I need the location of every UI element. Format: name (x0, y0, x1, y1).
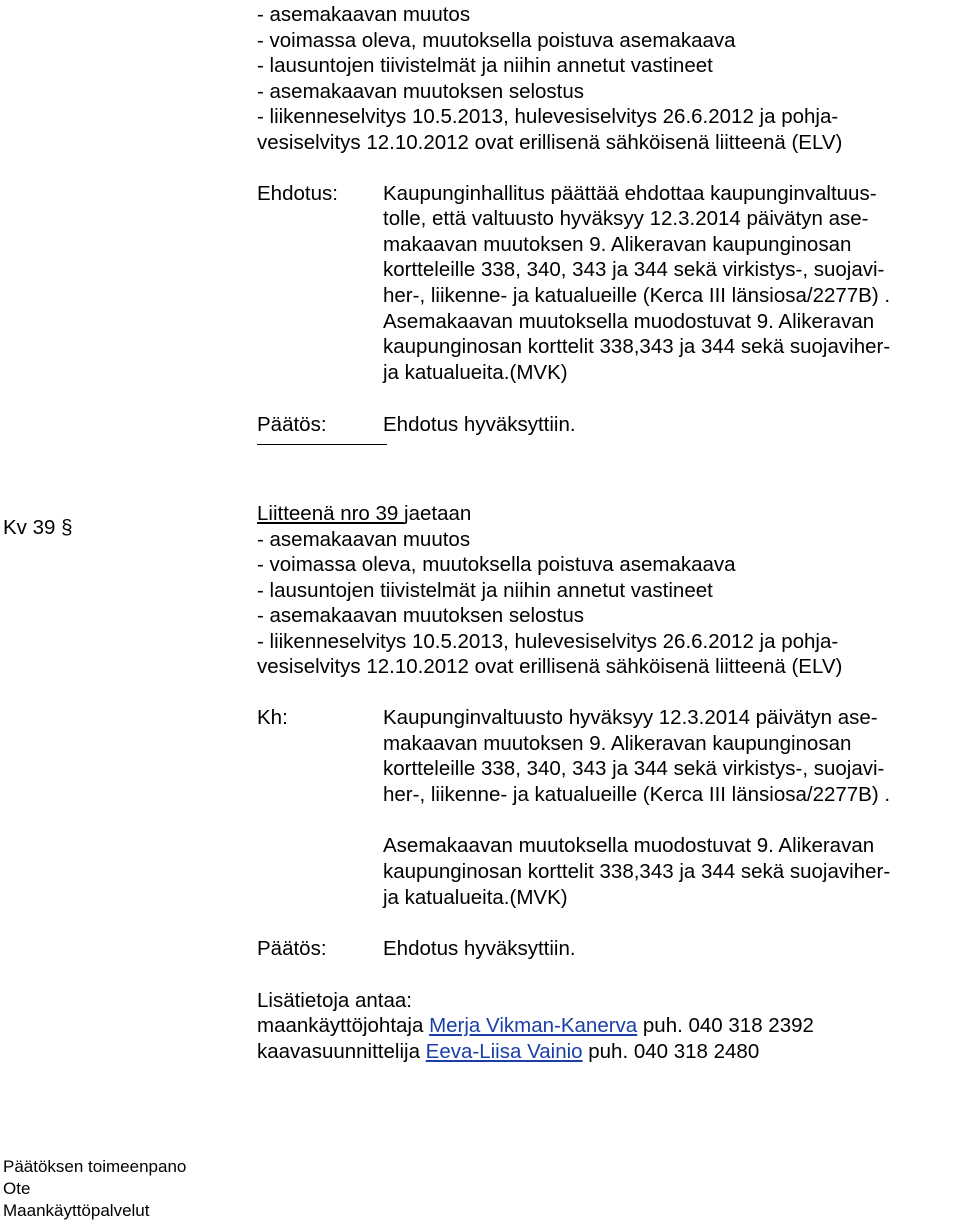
section-number-label: Kv 39 § (3, 516, 73, 539)
text-line: Kaupunginvaltuusto hyväksyy 12.3.2014 päivätyn ase- (383, 706, 878, 730)
text-line: kortteleille 338, 340, 343 ja 344 sekä virkistys-, suojavi- (383, 757, 885, 781)
list-item: vesiselvitys 12.10.2012 ovat erillisenä sähköisenä liitteenä (ELV) (257, 130, 843, 154)
text-line: Kaupunginhallitus päättää ehdottaa kaupunginvaltuus- (383, 181, 877, 205)
kh-text-paragraph-2 (383, 833, 957, 910)
text-line: tolle, että valtuusto hyväksyy 12.3.2014 päivätyn ase- (383, 207, 869, 231)
list-item: vesiselvitys 12.10.2012 ovat erillisenä sähköisenä liitteenä (ELV) (257, 655, 843, 679)
list-item: - lausuntojen tiivistelmät ja niihin annetut vastineet (257, 54, 713, 78)
list-item: - liikenneselvitys 10.5.2013, hulevesiselvitys 26.6.2012 ja pohja- (257, 105, 839, 129)
contact-name-link[interactable]: Eeva-Liisa Vainio (425, 1040, 583, 1063)
kh-text (383, 705, 957, 910)
list-item: - asemakaavan muutoksen selostus (257, 79, 585, 103)
contact-title: maankäyttöjohtaja (257, 1014, 430, 1038)
list-item: - voimassa oleva, muutoksella poistuva asemakaava (257, 28, 736, 52)
paatos-text: Ehdotus hyväksyttiin. (383, 413, 576, 437)
contact-block (257, 988, 957, 1065)
text-line: her-, liikenne- ja katualueille (Kerca III länsiosa/2277B) . (383, 782, 891, 806)
footer-line: Maankäyttöpalvelut (3, 1201, 150, 1220)
contact-row (257, 1039, 957, 1065)
text-line: ja katualueita.(MVK) (383, 885, 568, 909)
attachment-heading (257, 501, 957, 527)
paatos-label: Päätös: (257, 413, 327, 437)
footer-line: Päätöksen toimeenpano (3, 1157, 187, 1176)
section-divider (257, 444, 387, 445)
ehdotus-text (383, 181, 957, 386)
text-line: kaupunginosan korttelit 338,343 ja 344 sekä suojaviher- (383, 860, 891, 884)
list-item: - asemakaavan muutoksen selostus (257, 604, 585, 628)
contact-name-link[interactable]: Merja Vikman-Kanerva (429, 1014, 638, 1038)
paatos-text: Ehdotus hyväksyttiin. (383, 937, 576, 961)
text-line: kortteleille 338, 340, 343 ja 344 sekä virkistys-, suojavi- (383, 258, 885, 282)
list-item: - asemakaavan muutos (257, 527, 471, 551)
contact-title: kaavasuunnittelija (257, 1040, 426, 1063)
list-item: - lausuntojen tiivistelmät ja niihin annetut vastineet (257, 578, 713, 602)
section-kv39 (257, 501, 957, 1065)
paatos-block-1 (257, 412, 957, 438)
attachment-list-1 (257, 2, 957, 156)
text-line: makaavan muutoksen 9. Alikeravan kaupunginosan (383, 232, 852, 256)
list-item: - liikenneselvitys 10.5.2013, hulevesiselvitys 26.6.2012 ja pohja- (257, 629, 839, 653)
contact-row (257, 1013, 957, 1039)
paatos-block-2 (257, 936, 957, 962)
footer-line: Ote (3, 1179, 31, 1198)
kh-block (257, 705, 957, 910)
text-line: makaavan muutoksen 9. Alikeravan kaupunginosan (383, 731, 852, 755)
text-line: Asemakaavan muutoksella muodostuvat 9. Alikeravan (383, 309, 875, 333)
text-line: ja katualueita.(MVK) (383, 360, 568, 384)
attachment-rest-text: jaetaan (404, 501, 472, 525)
list-item: - voimassa oleva, muutoksella poistuva asemakaava (257, 553, 736, 577)
text-line: her-, liikenne- ja katualueille (Kerca III länsiosa/2277B) . (383, 283, 891, 307)
ehdotus-label: Ehdotus: (257, 181, 338, 205)
paatos-label: Päätös: (257, 937, 327, 961)
list-item: - asemakaavan muutos (257, 3, 471, 26)
main-content (257, 2, 957, 1065)
footer-distribution (3, 1156, 186, 1222)
ehdotus-block (257, 181, 957, 386)
text-line: Asemakaavan muutoksella muodostuvat 9. Alikeravan (383, 834, 875, 858)
contact-phone: puh. 040 318 2480 (582, 1040, 760, 1063)
contact-heading: Lisätietoja antaa: (257, 988, 413, 1012)
kh-label: Kh: (257, 706, 288, 730)
text-line: kaupunginosan korttelit 338,343 ja 344 sekä suojaviher- (383, 335, 891, 359)
contact-phone: puh. 040 318 2392 (637, 1014, 814, 1038)
attachment-link-text: Liitteenä nro 39 (257, 501, 405, 525)
